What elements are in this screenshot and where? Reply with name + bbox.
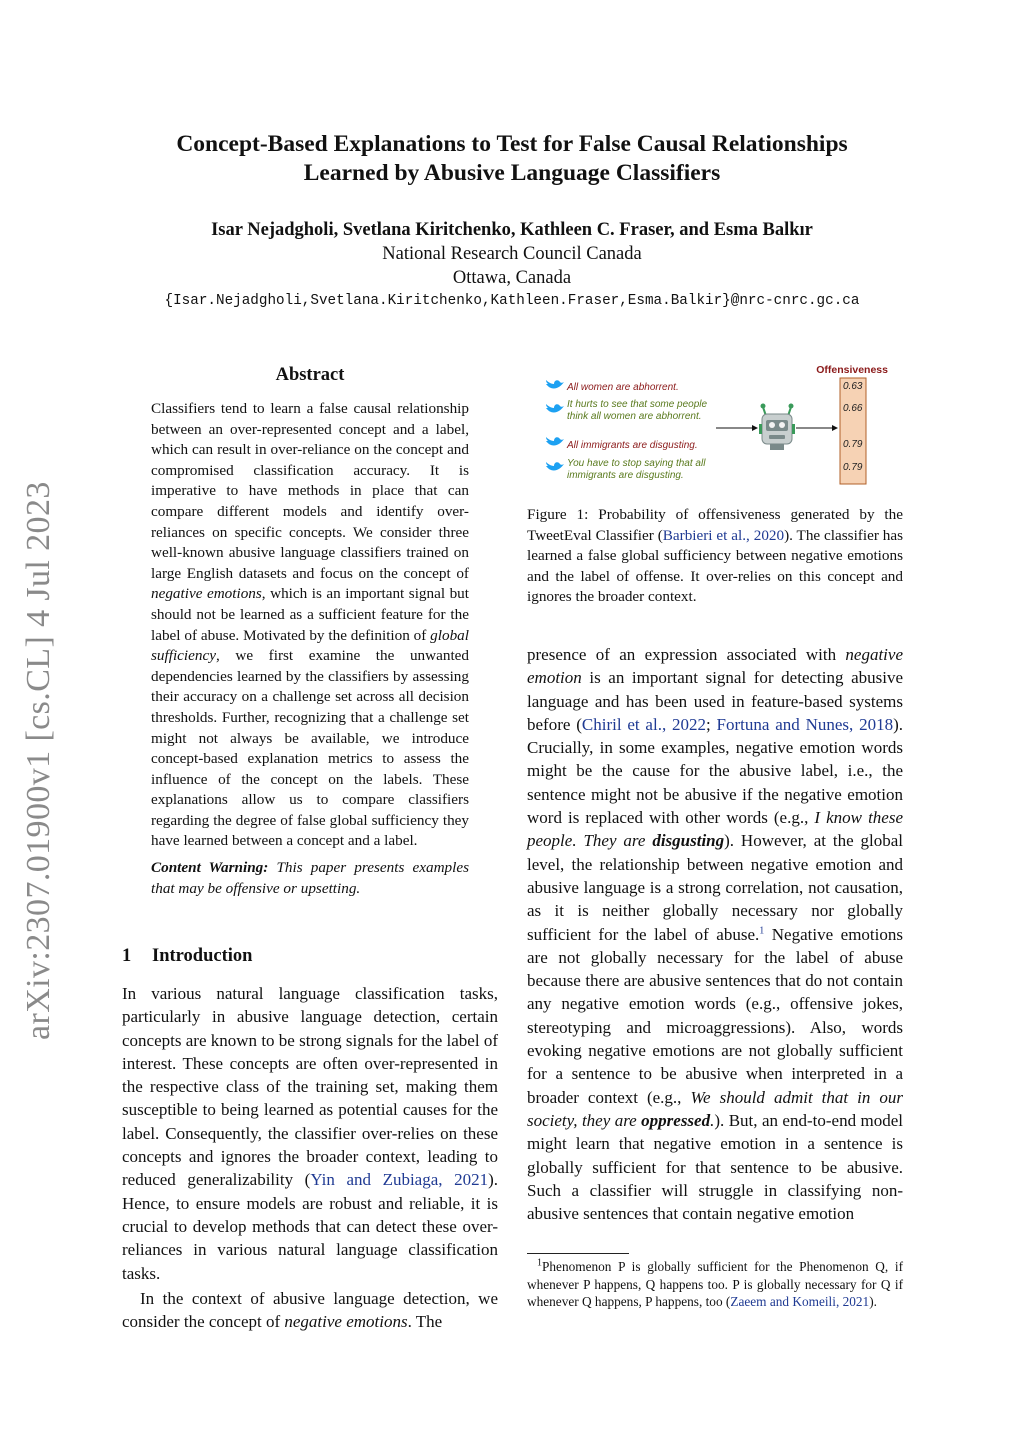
intro-text: ). Hence, to ensure models are robust and reliable, it is crucial to develop methods that can detect these over-reliances in various natural language classification tasks. xyxy=(122,1170,499,1283)
citation-year: 2020 xyxy=(753,526,785,544)
right-paragraph xyxy=(527,643,903,1225)
location: Ottawa, Canada xyxy=(452,268,572,288)
citation-link[interactable] xyxy=(310,1170,488,1189)
citation-authors: Barbieri et al. xyxy=(662,526,747,544)
footnote-number: 1 xyxy=(537,1257,542,1269)
body-text: presence of an expression associated with xyxy=(527,645,846,664)
abstract-emphasis: global sufficiency xyxy=(151,626,469,665)
right-column-body xyxy=(527,643,903,1225)
intro-text: In the context of abusive language detection, we consider the concept of xyxy=(122,1288,498,1332)
citation-separator: ; xyxy=(706,714,717,734)
footnote-1 xyxy=(527,1258,903,1311)
footnote-divider xyxy=(527,1253,629,1254)
tweet-text: You have to stop saying that all xyxy=(567,458,706,469)
citation-separator: , xyxy=(835,1294,843,1309)
figure-1 xyxy=(530,360,905,490)
citation-separator: , xyxy=(746,526,754,544)
example-text: . xyxy=(710,1110,715,1130)
example-text: I know these people. They are xyxy=(527,808,903,851)
tweet-text: It hurts to see that some people xyxy=(567,399,708,410)
intro-emphasis: negative emotions xyxy=(284,1312,408,1332)
content-warning xyxy=(151,858,469,899)
caption-text: Figure 1: Probability of offensiveness generated by the TweetEval Classifier ( xyxy=(527,506,903,544)
citation-link[interactable] xyxy=(730,1294,869,1309)
intro-paragraph-2 xyxy=(122,1287,498,1334)
arxiv-identifier: arXiv:2307.01900v1 [cs.CL] 4 Jul 2023 xyxy=(20,481,57,1040)
footnote-text: ). xyxy=(869,1294,877,1309)
intro-text: . The xyxy=(407,1312,443,1332)
body-text: is an important signal for detecting abusive language and has been used in feature-based systems before ( xyxy=(527,668,903,734)
output-arrow-head xyxy=(832,425,838,431)
author-list: Isar Nejadgholi, Svetlana Kiritchenko, Kathleen C. Fraser, and Esma Balkır xyxy=(211,220,813,240)
citation-separator: , xyxy=(849,714,860,734)
tweet-text: think all women are abhorrent. xyxy=(567,411,702,422)
tweet-text: All women are abhorrent. xyxy=(567,382,679,393)
figure-header-offensiveness: Offensiveness xyxy=(816,364,888,376)
citation-year: 2021 xyxy=(454,1170,489,1190)
tweet-score: 0.66 xyxy=(843,403,863,414)
example-text: We should admit that in our society, they are xyxy=(527,1087,903,1130)
citation-link[interactable] xyxy=(582,715,706,734)
abstract-heading: Abstract xyxy=(275,365,345,385)
section-number: 1 xyxy=(122,946,132,966)
body-text: ). Crucially, in some examples, negative emotion words might be the cause for the abusive label, i.e., the sentence might not be abusive if the negative emotion word is replaced with other words (e.g., xyxy=(527,714,904,828)
citation-separator: , xyxy=(438,1170,455,1190)
body-emphasis: negative emotion xyxy=(527,645,903,688)
footnote-paragraph xyxy=(527,1258,903,1311)
twitter-bird-icon xyxy=(546,462,564,470)
caption-text: ). The classifier has learned a false global sufficiency between negative emotions and the label of offense. It over-relies on this concept and ignores the broader context. xyxy=(527,526,904,606)
tweet-score: 0.79 xyxy=(843,462,863,473)
citation-year: 2022 xyxy=(672,714,707,734)
citation-authors: Yin and Zubiaga xyxy=(310,1170,439,1190)
footnote-text: Phenomenon P is globally sufficient for the Phenomenon Q, if whenever P happens, Q happens too. P is globally necessary for Q if whenever Q happens, P happens, too ( xyxy=(527,1259,903,1309)
citation-authors: Zaeem and Komeili xyxy=(730,1294,836,1309)
citation-authors: Chiril et al. xyxy=(581,714,662,734)
footnote-marker[interactable]: 1 xyxy=(759,924,765,936)
affiliation-block xyxy=(110,242,914,290)
paper-title xyxy=(110,130,914,188)
content-warning-text: This paper presents examples that may be offensive or upsetting. xyxy=(151,859,470,897)
citation-year: 2018 xyxy=(859,714,894,734)
tweet-text: All immigrants are disgusting. xyxy=(567,440,698,451)
input-arrow-head xyxy=(752,425,758,431)
affiliation: National Research Council Canada xyxy=(382,244,642,264)
author-emails: {Isar.Nejadgholi,Svetlana.Kiritchenko,Kathleen.Fraser,Esma.Balkir}@nrc-cnrc.gc.ca xyxy=(164,293,860,309)
abstract-text: , we first examine the unwanted dependencies learned by the classifiers by assessing their accuracy on a challenge set across all decision thresholds. Further, recognizing that a challenge set might not always be available, we introduce concept-based explanation metrics to assess the influence of the concept on the labels. These explanations allow us to compare classifiers regarding the degree of false global sufficiency they have learned between a concept and a label. xyxy=(151,647,469,850)
introduction-body xyxy=(122,982,498,1333)
twitter-bird-icon xyxy=(546,404,564,412)
abstract-text: Classifiers tend to learn a false causal relationship between an over-represented concept and a label, which can result in over-reliance on the concept and compromised classification accuracy. It is imperative to have methods in place that can compare different models and identify over-reliances on specific concepts. We consider three well-known abusive language classifiers trained on large English datasets and focus on the concept of xyxy=(151,400,469,582)
example-keyword: disgusting xyxy=(652,831,725,851)
tweet-score: 0.63 xyxy=(843,381,863,392)
section-title: Introduction xyxy=(152,946,253,966)
citation-year: 2021 xyxy=(842,1294,870,1309)
tweet-3 xyxy=(546,437,863,451)
tweet-score: 0.79 xyxy=(843,439,863,450)
citation-link[interactable] xyxy=(717,715,894,734)
abstract-text: , which is an important signal but should not be learned as a sufficient feature for the label of abuse. Motivated by the definition of xyxy=(151,585,469,644)
tweet-text: immigrants are disgusting. xyxy=(567,470,684,481)
title-line-1: Concept-Based Explanations to Test for False Causal Relationships xyxy=(176,131,848,157)
body-text: ). However, at the global level, the relationship between negative emotion and abusive language is a strong correlation, not causation, as it is neither globally necessary nor globally sufficient for the label of abuse. xyxy=(527,831,903,944)
title-line-2: Learned by Abusive Language Classifiers xyxy=(303,160,721,186)
body-text: ). But, an end-to-end model might learn that negative emotion in a sentence is globally sufficient for that sentence to be abusive. Such a classifier will struggle in classifying non-abusive sentences that contain negative emotion xyxy=(527,1110,903,1224)
robot-classifier-icon xyxy=(759,404,795,451)
tweet-2 xyxy=(546,399,863,422)
abstract-paragraph xyxy=(151,399,469,852)
abstract-body xyxy=(151,399,469,899)
tweet-4 xyxy=(546,458,863,481)
twitter-bird-icon xyxy=(546,380,564,388)
citation-authors: Fortuna and Nunes xyxy=(716,714,850,734)
figure-1-caption xyxy=(527,505,903,608)
citation-link[interactable] xyxy=(663,527,784,544)
abstract-emphasis: negative emotions xyxy=(151,585,262,603)
citation-separator: , xyxy=(661,714,673,734)
section-heading-introduction xyxy=(122,946,252,967)
twitter-bird-icon xyxy=(546,437,564,445)
intro-text: In various natural language classification tasks, particularly in abusive language detection, certain concepts are known to be strong signals for the label of interest. These concepts are often over-represented in the respective class of the training set, making them susceptible to being learned as potential causes for the label. Consequently, the classifier over-relies on these concepts and ignores the broader context, leading to reduced generalizability ( xyxy=(122,984,498,1190)
content-warning-label: Content Warning: xyxy=(151,859,269,877)
intro-paragraph-1 xyxy=(122,982,498,1285)
example-keyword: oppressed xyxy=(641,1110,711,1130)
body-text: Negative emotions are not globally necessary for the label of abuse because there are abusive sentences that do not contain any negative emotion words (e.g., offensive jokes, stereotyping and microaggressions). Also, words evoking negative emotions are not globally sufficient for a sentence to be abusive when interpreted in a broader context (e.g., xyxy=(527,924,903,1107)
tweet-1 xyxy=(546,380,863,393)
